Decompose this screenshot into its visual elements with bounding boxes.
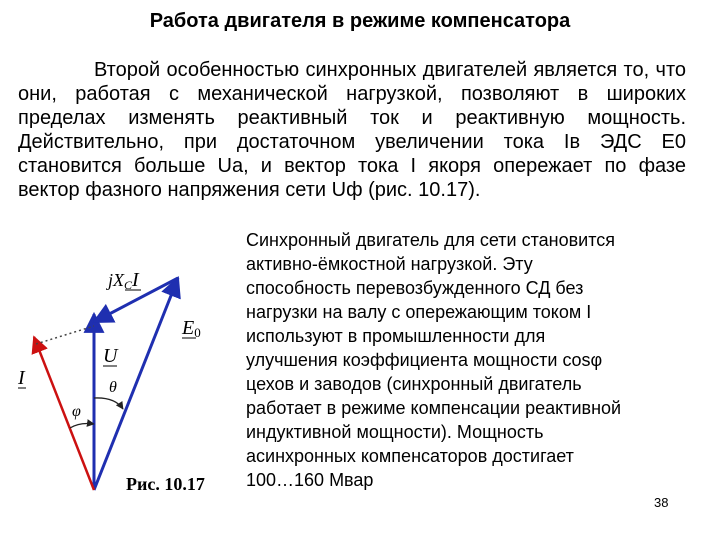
figure-caption: Рис. 10.17	[126, 474, 205, 494]
label-jxci: jXCI	[108, 269, 139, 292]
page-number: 38	[654, 495, 669, 510]
label-e0: E0	[182, 317, 201, 340]
projection-line	[36, 326, 94, 344]
vector-i	[34, 337, 94, 490]
phasor-diagram-svg	[10, 232, 240, 502]
angle-phi-arc	[70, 424, 94, 429]
intro-paragraph: Второй особенностью синхронных двигателей является то, что они, работая с механической нагрузкой, позволяют в широких пределах изменять реактивный ток и реактивную мощность. Действительно, при достаточном увеличении тока Iв ЭДС E0 становится больше Ua, и вектор тока I якоря опережает по фазе вектор фазного напряжения сети Uф (рис. 10.17).	[18, 59, 686, 201]
label-i: I	[18, 367, 25, 389]
side-paragraph: Синхронный двигатель для сети становится активно-ёмкостной нагрузкой. Эту способность перевозбужденного СД без нагрузки на валу с опережающим током I используют в промышленности для улучшения коэффициента мощности cosφ цехов и заводов (синхронный двигатель работает в режиме компенсации реактивной индуктивной мощности). Мощность асинхронных компенсаторов достигает 100…160 Мвар	[246, 230, 622, 490]
vector-e0	[94, 278, 178, 490]
label-phi: φ	[72, 403, 81, 420]
phasor-diagram	[10, 232, 240, 502]
label-u: U	[103, 345, 118, 367]
label-theta: θ	[109, 379, 117, 396]
slide-title: Работа двигателя в режиме компенсатора	[149, 10, 571, 32]
angle-theta-arc	[94, 398, 123, 409]
